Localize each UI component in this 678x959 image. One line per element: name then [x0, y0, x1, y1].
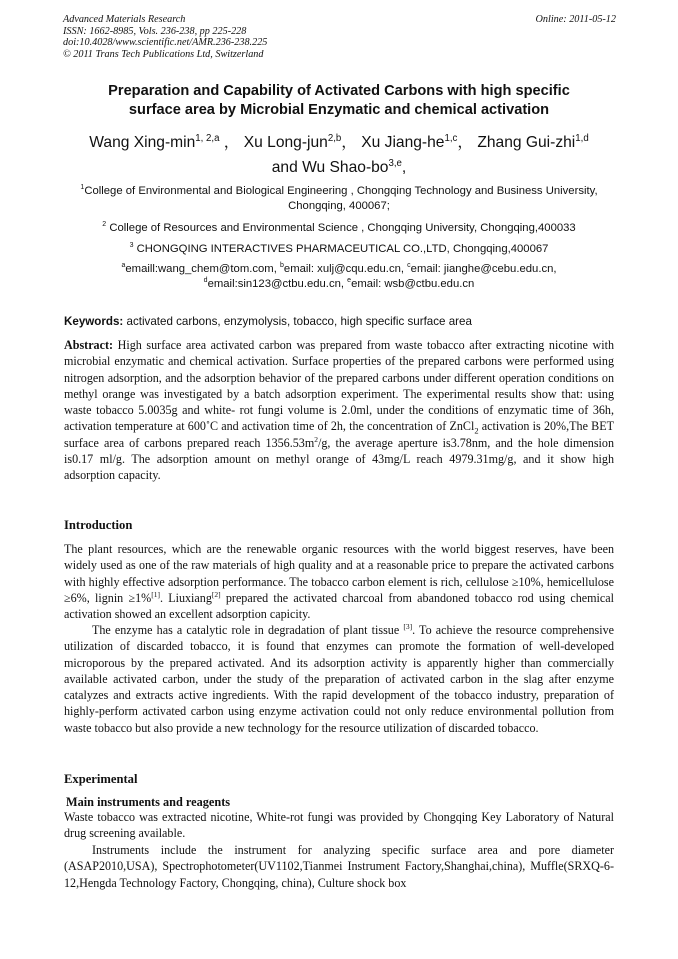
abstract-label: Abstract:: [64, 338, 114, 352]
email-line-2: [64, 277, 614, 292]
keywords-text: activated carbons, enzymolysis, tobacco, high specific surface area: [123, 315, 472, 328]
keywords: [64, 314, 614, 329]
author-list: [50, 130, 628, 180]
journal-header: [63, 14, 616, 60]
keywords-label: Keywords:: [64, 315, 124, 328]
email-line-1: [64, 262, 614, 277]
email-block: [64, 262, 614, 292]
instruments-subheading: Main instruments and reagents: [66, 795, 231, 809]
copyright-line: © 2011 Trans Tech Publications Ltd, Switzerland: [63, 48, 264, 60]
author-line-2: [50, 155, 628, 180]
title-line-1: Preparation and Capability of Activated Carbons with high specific: [108, 83, 570, 99]
author-sup: 3,e: [388, 157, 402, 169]
author-sep: ，: [341, 134, 357, 151]
affiliation-text: College of Environmental and Biological Engineering , Chongqing Technology and Business University, Chongqing, 400067;: [84, 185, 598, 212]
experimental-heading: Experimental: [64, 772, 138, 786]
paper-title: [60, 82, 618, 120]
introduction-heading: Introduction: [64, 518, 133, 532]
affiliation-1: [64, 184, 614, 214]
abstract-sup: 2: [314, 434, 318, 444]
intro-text: prepared the activated charcoal from abandoned tobacco rod using chemical activation showed an excellent adsorption capicity.: [64, 590, 615, 622]
journal-name: Advanced Materials Research: [63, 14, 186, 25]
intro-text: The enzyme has a catalytic role in degradation of plant tissue: [92, 623, 404, 637]
affiliation-sup: 1: [80, 184, 85, 192]
author-sep: ,: [401, 159, 407, 176]
abstract-text: activation is 20%,The BET surface area of carbons prepared reach 1356.53m: [64, 419, 615, 450]
email-sup: d: [203, 277, 208, 285]
intro-text: . To achieve the resource comprehensive utilization of discarded tobacco, it is found that enzymes can promote the formation of well-developed microporous by the prepared activated. And its adsorption activity is apparently higher than commercially available activated carbon, under the study of the preparation of activated carbon in the slag after enzyme catalyzes and extracts active ingredients. With the rapid development of the tobacco industry, preparation of highly-perform activated carbon using enzyme activation could not only reduce environmental pollution from waste tobacco but also provide a new technology for the resource utilization of discarded tobacco.: [64, 623, 614, 735]
affiliation-2: [64, 221, 614, 236]
author-name: Xu Long-jun: [243, 134, 328, 151]
email-text: email: jianghe@cebu.edu.cn,: [410, 263, 557, 275]
citation: [2]: [211, 589, 221, 599]
doi-line: doi:10.4028/www.scientific.net/AMR.236-238.225: [63, 37, 268, 49]
intro-paragraph-2: [64, 622, 614, 736]
author-sup: 1, 2,a: [195, 132, 220, 144]
abstract: [64, 337, 614, 484]
author-name: Xu Jiang-he: [361, 134, 445, 151]
author-sup: 1,d: [575, 132, 589, 144]
email-sup: b: [280, 262, 284, 270]
citation: [3]: [403, 621, 413, 631]
affiliation-sup: 2: [102, 221, 107, 229]
email-text: emaill:wang_chem@tom.com,: [125, 263, 280, 275]
online-date: Online: 2011-05-12: [535, 14, 616, 25]
citation: [1]: [151, 589, 160, 599]
email-text: email: xulj@cqu.edu.cn,: [283, 263, 408, 275]
affiliation-3: [64, 242, 614, 257]
email-sup: e: [347, 277, 352, 285]
experimental-paragraph-2: Instruments include the instrument for analyzing specific surface area and pore diameter (ASAP2010,USA), Spectrophotometer(UV1102,Tianmei Instrument Factory,Shanghai,china), Muffle(SRXQ-6-12,Hengda Technology Factory, Chongqing, china), Culture shock box: [64, 843, 614, 890]
email-text: email: wsb@ctbu.edu.cn: [351, 278, 475, 290]
author-sup: 2,b: [327, 132, 342, 144]
email-text: email:sin123@ctbu.edu.cn,: [207, 278, 348, 290]
author-line-1: [50, 130, 628, 155]
email-sup: c: [407, 262, 411, 270]
email-sup: a: [121, 262, 126, 270]
author-name: and Wu Shao-bo: [271, 159, 389, 176]
abstract-text: High surface area activated carbon was prepared from waste tobacco after extracting nicotine with microbial enzymatic and chemical activation. Surface properties of the prepared carbons were performed using nitrogen adsorption, and the adsorption behavior of the prepared carbons under different operation conditions on methyl orange was investigated by a batch adsorption experiment. The experimental results show that: using waste tobacco 5.0035g and white- rot fungi volume is 2.0ml, under the conditions of enzymatic time of 36h, activation temperature at 600˚C and activation time of 2h, the concentration of ZnCl: [64, 338, 614, 434]
affiliation-sup: 3: [129, 242, 134, 250]
experimental-paragraph-1: Waste tobacco was extracted nicotine, White-rot fungi was provided by Chongqing Key Laboratory of Natural drug screening available.: [64, 810, 614, 841]
title-line-2: surface area by Microbial Enzymatic and chemical activation: [128, 102, 550, 118]
author-sep: ，: [457, 134, 473, 151]
abstract-text: /g, the average aperture is3.78nm, and the hole dimension is0.17 ml/g. The adsorption amount on methyl orange of 43mg/L reach 4979.31mg/g, and it show high adsorption capacity.: [64, 435, 614, 483]
author-name: Zhang Gui-zhi: [477, 134, 576, 151]
affiliation-text: College of Resources and Environmental Science , Chongqing University, Chongqing,400033: [106, 222, 576, 234]
intro-text: . Liuxiang: [159, 590, 212, 605]
author-name: Wang Xing-min: [89, 134, 196, 151]
author-sup: 1,c: [444, 132, 458, 144]
intro-paragraph-1: [64, 541, 614, 622]
affiliation-text: CHONGQING INTERACTIVES PHARMACEUTICAL CO.,LTD, Chongqing,400067: [133, 243, 549, 255]
issn-line: ISSN: 1662-8985, Vols. 236-238, pp 225-228: [63, 25, 247, 37]
intro-text: The plant resources, which are the renewable organic resources with the world biggest reserves, have been widely used as one of the raw materials of high quality and at a reasonable price to prepare the activated carbons with highly effective adsorption performance. The tobacco carbon element is rich, cellulose ≥10%, hemicellulose ≥6%, lignin ≥1%: [64, 542, 614, 605]
abstract-sub: 2: [474, 425, 479, 436]
author-sep: ，: [219, 134, 240, 151]
